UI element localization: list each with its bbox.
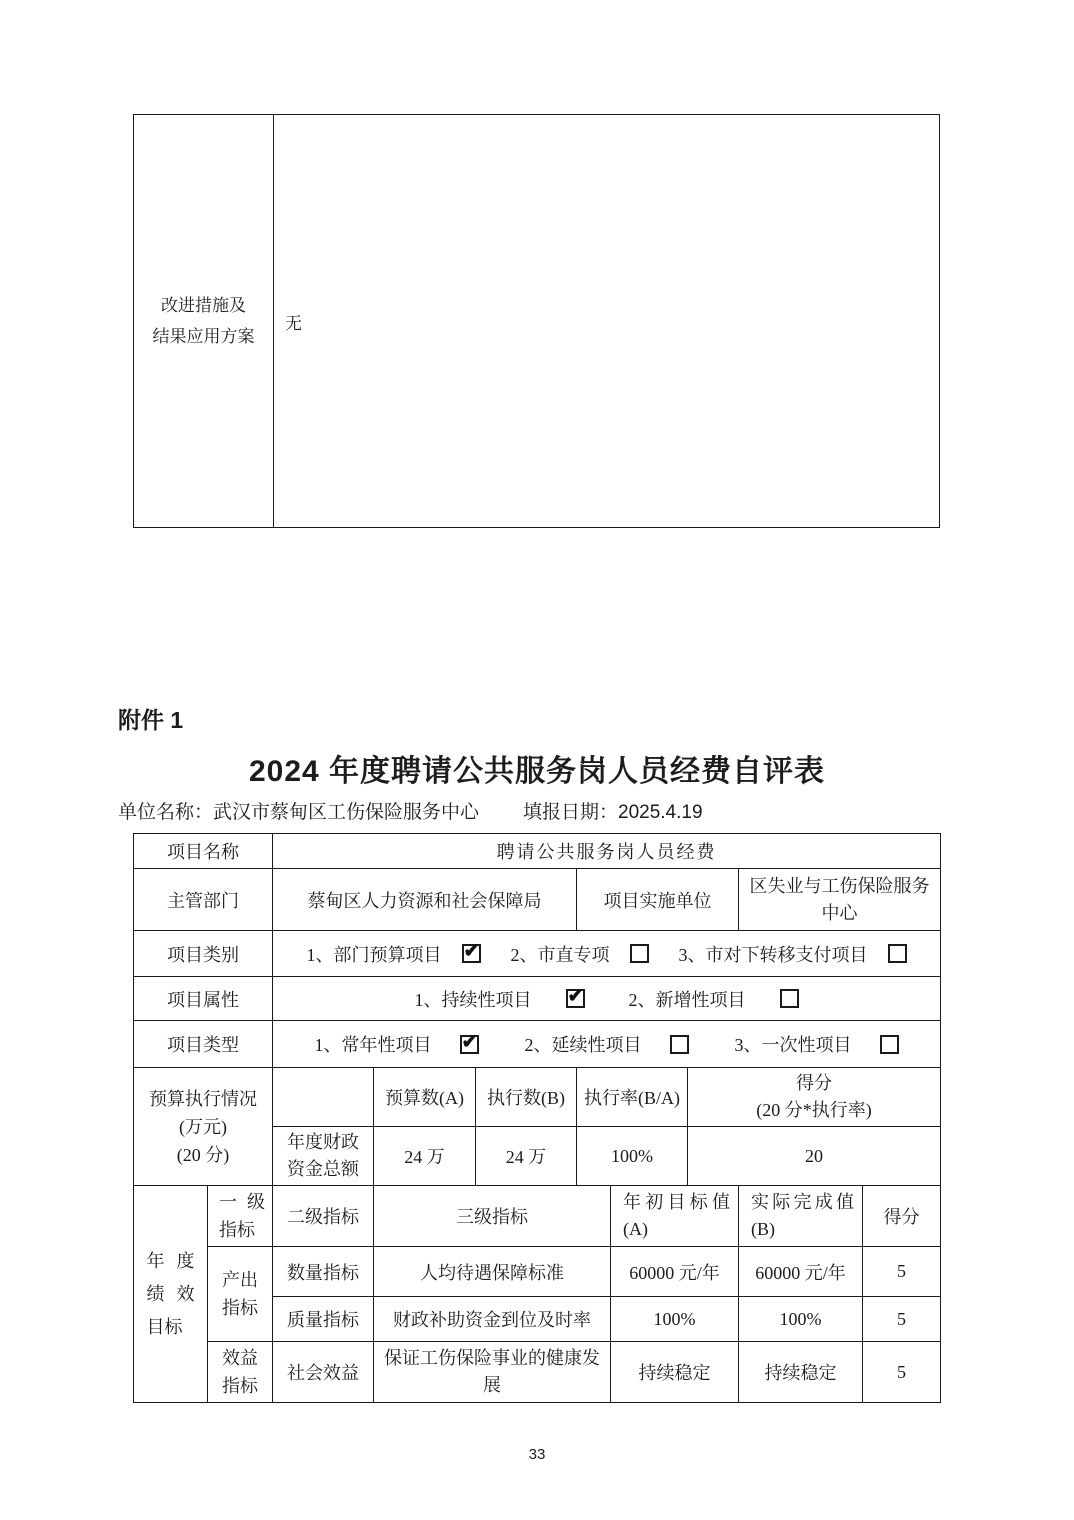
unit-name bbox=[118, 797, 479, 824]
option-label: 2、延续性项目 bbox=[524, 1035, 642, 1055]
score-header-line2: (20 分*执行率) bbox=[756, 1100, 872, 1120]
level1-header-line2: 指标 bbox=[219, 1220, 255, 1240]
type-options-cell bbox=[273, 1021, 941, 1068]
target-header-lines bbox=[623, 1189, 730, 1243]
row-type bbox=[134, 1021, 941, 1068]
option-perennial bbox=[315, 1031, 479, 1057]
impl-unit-label: 项目实施单位 bbox=[577, 869, 739, 931]
improvement-value: 无 bbox=[285, 313, 302, 333]
benefit-group-lines bbox=[217, 1344, 263, 1400]
improvement-label-cell bbox=[134, 115, 274, 527]
category-label: 项目类别 bbox=[134, 931, 273, 977]
attribute-options bbox=[277, 986, 936, 1012]
budget-value: 24 万 bbox=[374, 1127, 476, 1186]
project-name-label: 项目名称 bbox=[134, 834, 273, 869]
option-continuous bbox=[415, 986, 585, 1012]
target-header-line2: (A) bbox=[623, 1219, 648, 1239]
row-attribute bbox=[134, 977, 941, 1021]
type-options bbox=[277, 1031, 936, 1057]
row-project-name bbox=[134, 834, 941, 869]
budget-label-line3: (20 分) bbox=[176, 1144, 230, 1165]
perf-group-line2: 绩效 bbox=[146, 1283, 195, 1304]
indicator-actual: 100% bbox=[739, 1297, 863, 1342]
dept-value: 蔡甸区人力资源和社会保障局 bbox=[273, 869, 577, 931]
actual-header-line1: 实际完成值 bbox=[751, 1192, 854, 1212]
improvement-label-line1: 改进措施及 bbox=[161, 296, 246, 315]
benefit-group-line2: 指标 bbox=[222, 1376, 258, 1396]
budget-label-line2: (万元) bbox=[179, 1116, 227, 1137]
output-group-lines bbox=[217, 1266, 263, 1322]
score-header-line1: 得分 bbox=[796, 1073, 832, 1093]
indicator-score: 5 bbox=[863, 1297, 941, 1342]
score-col-header bbox=[688, 1068, 941, 1127]
indicator-target: 60000 元/年 bbox=[611, 1247, 739, 1297]
perf-group-line3: 目标 bbox=[146, 1316, 183, 1337]
option-label: 2、市直专项 bbox=[510, 944, 610, 965]
actual-header-line2: (B) bbox=[751, 1219, 775, 1239]
output-group-line1: 产出 bbox=[222, 1270, 258, 1290]
annual-funds-line1: 年度财政 bbox=[287, 1132, 359, 1152]
indicator-score: 5 bbox=[863, 1247, 941, 1297]
category-options bbox=[277, 941, 936, 967]
budget-label-line1: 预算执行情况 bbox=[149, 1088, 257, 1109]
improvement-label-line2: 结果应用方案 bbox=[152, 327, 255, 346]
option-extended bbox=[525, 1031, 689, 1057]
row-benefit-indicator bbox=[134, 1342, 941, 1403]
report-date bbox=[523, 797, 703, 824]
row-budget-header bbox=[134, 1068, 941, 1127]
report-date-label: 填报日期： bbox=[523, 802, 619, 823]
perf-group-line1: 年度 bbox=[146, 1250, 195, 1271]
page-number: 33 bbox=[528, 1446, 546, 1463]
target-header bbox=[611, 1186, 739, 1247]
rate-col-header: 执行率(B/A) bbox=[577, 1068, 688, 1127]
attachment-label: 附件 1 bbox=[118, 707, 184, 733]
actual-header-lines bbox=[751, 1189, 854, 1243]
level1-header-lines bbox=[219, 1188, 265, 1244]
attribute-label: 项目属性 bbox=[134, 977, 273, 1021]
checkbox-icon bbox=[630, 944, 649, 963]
option-label: 1、常年性项目 bbox=[314, 1035, 432, 1055]
checkbox-icon bbox=[670, 1035, 689, 1054]
checkbox-icon bbox=[888, 944, 907, 963]
row-department bbox=[134, 869, 941, 931]
actual-header bbox=[739, 1186, 863, 1247]
improvement-table bbox=[133, 114, 940, 528]
level3-header: 三级指标 bbox=[374, 1186, 611, 1247]
checkbox-icon bbox=[780, 989, 799, 1008]
row-category bbox=[134, 931, 941, 977]
unit-name-value: 武汉市蔡甸区工伤保险服务中心 bbox=[213, 802, 480, 823]
budget-section-label bbox=[134, 1068, 273, 1186]
budget-col-header: 预算数(A) bbox=[374, 1068, 476, 1127]
attribute-options-cell bbox=[273, 977, 941, 1021]
target-header-line1: 年初目标值 bbox=[623, 1192, 730, 1212]
annual-funds-label bbox=[273, 1127, 374, 1186]
level2-header: 二级指标 bbox=[273, 1186, 374, 1247]
page-title: 2024 年度聘请公共服务岗人员经费自评表 bbox=[248, 755, 826, 788]
rate-value: 100% bbox=[577, 1127, 688, 1186]
level1-header-line1: 一级 bbox=[219, 1192, 265, 1212]
report-date-value: 2025.4.19 bbox=[618, 802, 703, 823]
indicator-l2: 数量指标 bbox=[273, 1247, 374, 1297]
option-transfer-payment bbox=[679, 941, 907, 967]
option-new bbox=[629, 986, 799, 1012]
indicator-target: 持续稳定 bbox=[611, 1342, 739, 1403]
project-name-value: 聘请公共服务岗人员经费 bbox=[273, 834, 941, 869]
row-quantity-indicator bbox=[134, 1247, 941, 1297]
option-label: 1、部门预算项目 bbox=[306, 944, 442, 965]
benefit-group-label bbox=[208, 1342, 273, 1403]
budget-empty-cell bbox=[273, 1068, 374, 1127]
checkbox-icon bbox=[460, 1035, 479, 1054]
checkbox-icon bbox=[566, 989, 585, 1008]
indicator-l2: 社会效益 bbox=[273, 1342, 374, 1403]
annual-funds-line2: 资金总额 bbox=[287, 1159, 359, 1179]
option-label: 2、新增性项目 bbox=[628, 989, 746, 1010]
exec-value: 24 万 bbox=[476, 1127, 577, 1186]
indicator-l3: 财政补助资金到位及时率 bbox=[374, 1297, 611, 1342]
level1-header bbox=[208, 1186, 273, 1247]
type-label: 项目类型 bbox=[134, 1021, 273, 1068]
option-one-time bbox=[735, 1031, 899, 1057]
exec-col-header: 执行数(B) bbox=[476, 1068, 577, 1127]
benefit-group-line1: 效益 bbox=[222, 1348, 258, 1368]
option-label: 3、市对下转移支付项目 bbox=[678, 944, 868, 965]
output-group-line2: 指标 bbox=[222, 1298, 258, 1318]
row-perf-header bbox=[134, 1186, 941, 1247]
improvement-value-cell bbox=[274, 115, 939, 527]
indicator-target: 100% bbox=[611, 1297, 739, 1342]
category-options-cell bbox=[273, 931, 941, 977]
checkbox-icon bbox=[462, 944, 481, 963]
checkbox-icon bbox=[880, 1035, 899, 1054]
indicator-l3: 保证工伤保险事业的健康发展 bbox=[374, 1342, 611, 1403]
option-city-special bbox=[511, 941, 649, 967]
indicator-actual: 60000 元/年 bbox=[739, 1247, 863, 1297]
score-header: 得分 bbox=[863, 1186, 941, 1247]
score-value: 20 bbox=[688, 1127, 941, 1186]
option-dept-budget bbox=[307, 941, 481, 967]
perf-group-label bbox=[134, 1186, 208, 1403]
self-eval-table bbox=[133, 833, 941, 1403]
output-group-label bbox=[208, 1247, 273, 1342]
perf-group-lines bbox=[147, 1245, 195, 1344]
option-label: 3、一次性项目 bbox=[734, 1035, 852, 1055]
indicator-score: 5 bbox=[863, 1342, 941, 1403]
indicator-actual: 持续稳定 bbox=[739, 1342, 863, 1403]
dept-label: 主管部门 bbox=[134, 869, 273, 931]
impl-unit-value: 区失业与工伤保险服务中心 bbox=[739, 869, 941, 931]
indicator-l2: 质量指标 bbox=[273, 1297, 374, 1342]
indicator-l3: 人均待遇保障标准 bbox=[374, 1247, 611, 1297]
unit-name-label: 单位名称： bbox=[118, 802, 214, 823]
option-label: 1、持续性项目 bbox=[414, 989, 532, 1010]
